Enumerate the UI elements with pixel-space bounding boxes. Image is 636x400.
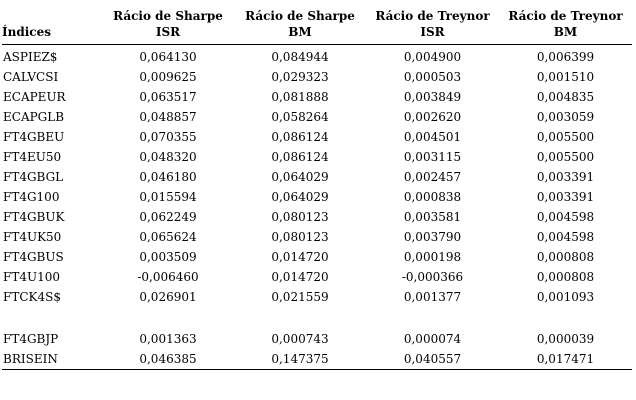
treynor-bm-value: 0,017471 (499, 349, 632, 370)
sharpe-bm-value: 0,000743 (271, 332, 329, 346)
sharpe-isr-value: -0,006460 (137, 270, 199, 284)
header-index-spacer (2, 0, 102, 24)
index-name: FT4GBEU (3, 130, 65, 144)
treynor-bm-value: 0,004598 (536, 210, 595, 224)
treynor-bm-value: 0,001510 (536, 70, 595, 84)
sharpe-isr-value: 0,070355 (139, 130, 197, 144)
sharpe-bm-value: 0,029323 (271, 70, 329, 84)
header-treynor-bm-line2: BM (499, 24, 632, 45)
table-row (2, 349, 632, 370)
table-row (2, 87, 632, 107)
treynor-isr-value: 0,000838 (403, 190, 462, 204)
sharpe-isr-value: 0,063517 (139, 90, 197, 104)
index-name: BRISEIN (2, 349, 102, 370)
sharpe-bm-value: 0,064029 (271, 170, 329, 184)
treynor-bm-value: 0,004598 (536, 230, 595, 244)
sharpe-bm-value: 0,058264 (271, 110, 329, 124)
sharpe-bm-value: 0,080123 (271, 230, 329, 244)
performance-ratios-table (2, 0, 632, 370)
table-row (2, 67, 632, 87)
treynor-bm-value: 0,003391 (536, 170, 595, 184)
header-sharpe-bm-line2: BM (234, 24, 366, 45)
header-treynor-isr-line1: Rácio de Treynor (375, 9, 490, 23)
treynor-isr-value: 0,040557 (366, 349, 499, 370)
sharpe-bm-value: 0,086124 (271, 130, 329, 144)
treynor-isr-value: 0,003790 (403, 230, 462, 244)
treynor-bm-value: 0,000808 (536, 250, 595, 264)
treynor-isr-value: 0,001377 (403, 290, 462, 304)
treynor-bm-value: 0,004835 (536, 90, 595, 104)
index-name: CALVCSI (3, 70, 59, 84)
treynor-bm-value: 0,005500 (536, 150, 595, 164)
table-row (2, 207, 632, 227)
table-row (2, 329, 632, 349)
table-row (2, 147, 632, 167)
treynor-isr-value: 0,004900 (403, 50, 462, 64)
header-row-2 (2, 24, 632, 45)
sharpe-bm-value: 0,086124 (271, 150, 329, 164)
header-sharpe-isr-line1: Rácio de Sharpe (113, 9, 223, 23)
treynor-isr-value: 0,003581 (403, 210, 462, 224)
header-sharpe-isr-line2: ISR (102, 24, 234, 45)
treynor-bm-value: 0,000808 (536, 270, 595, 284)
sharpe-isr-value: 0,048320 (139, 150, 197, 164)
sharpe-isr-value: 0,046180 (139, 170, 197, 184)
treynor-isr-value: 0,002620 (403, 110, 462, 124)
index-name: FT4G100 (3, 190, 60, 204)
treynor-isr-value: 0,002457 (403, 170, 462, 184)
table-row (2, 247, 632, 267)
index-name: FTCK4S$ (3, 290, 61, 304)
performance-ratios-table-container (2, 0, 632, 370)
table-header (2, 0, 632, 45)
sharpe-bm-value: 0,014720 (271, 250, 329, 264)
index-name: FT4GBGL (3, 170, 64, 184)
treynor-bm-value: 0,005500 (536, 130, 595, 144)
treynor-isr-value: 0,000503 (403, 70, 462, 84)
treynor-isr-value: 0,000198 (403, 250, 462, 264)
table-row (2, 227, 632, 247)
index-name: ECAPEUR (3, 90, 66, 104)
index-name: FT4GBUS (3, 250, 64, 264)
header-treynor-isr-line2: ISR (366, 24, 499, 45)
sharpe-bm-value: 0,147375 (234, 349, 366, 370)
sharpe-isr-value: 0,009625 (139, 70, 197, 84)
header-sharpe-bm-line1: Rácio de Sharpe (245, 9, 355, 23)
sharpe-isr-value: 0,046385 (102, 349, 234, 370)
sharpe-isr-value: 0,062249 (139, 210, 197, 224)
sharpe-isr-value: 0,001363 (139, 332, 197, 346)
treynor-bm-value: 0,006399 (536, 50, 595, 64)
treynor-isr-value: 0,003115 (403, 150, 462, 164)
index-name: ASPIEZ$ (3, 50, 58, 64)
sharpe-bm-value: 0,080123 (271, 210, 329, 224)
row-gap (2, 307, 632, 329)
treynor-bm-value: 0,003391 (536, 190, 595, 204)
index-name: ECAPGLB (3, 110, 65, 124)
header-index-label: Índices (2, 24, 102, 45)
table-row (2, 267, 632, 287)
index-name: FT4U100 (3, 270, 60, 284)
table-row (2, 45, 632, 68)
sharpe-bm-value: 0,064029 (271, 190, 329, 204)
treynor-isr-value: 0,004501 (403, 130, 462, 144)
sharpe-isr-value: 0,003509 (139, 250, 197, 264)
header-treynor-bm-line1: Rácio de Treynor (508, 9, 623, 23)
treynor-isr-value: -0,000366 (401, 270, 464, 284)
treynor-bm-value: 0,000039 (536, 332, 595, 346)
index-name: FT4GBUK (3, 210, 65, 224)
sharpe-bm-value: 0,021559 (271, 290, 329, 304)
treynor-isr-value: 0,000074 (403, 332, 462, 346)
sharpe-isr-value: 0,048857 (139, 110, 197, 124)
sharpe-bm-value: 0,084944 (271, 50, 329, 64)
treynor-isr-value: 0,003849 (403, 90, 462, 104)
table-row (2, 127, 632, 147)
table-body (2, 45, 632, 370)
index-name: FT4UK50 (3, 230, 62, 244)
sharpe-isr-value: 0,064130 (139, 50, 197, 64)
index-name: FT4EU50 (3, 150, 62, 164)
sharpe-bm-value: 0,014720 (271, 270, 329, 284)
sharpe-bm-value: 0,081888 (271, 90, 329, 104)
sharpe-isr-value: 0,015594 (139, 190, 197, 204)
table-row (2, 167, 632, 187)
sharpe-isr-value: 0,026901 (139, 290, 197, 304)
sharpe-isr-value: 0,065624 (139, 230, 197, 244)
header-row-1 (2, 0, 632, 24)
index-name: FT4GBJP (3, 332, 59, 346)
table-row (2, 187, 632, 207)
table-row-spacer (2, 307, 632, 329)
treynor-bm-value: 0,003059 (536, 110, 595, 124)
table-row (2, 107, 632, 127)
table-row (2, 287, 632, 307)
treynor-bm-value: 0,001093 (536, 290, 595, 304)
